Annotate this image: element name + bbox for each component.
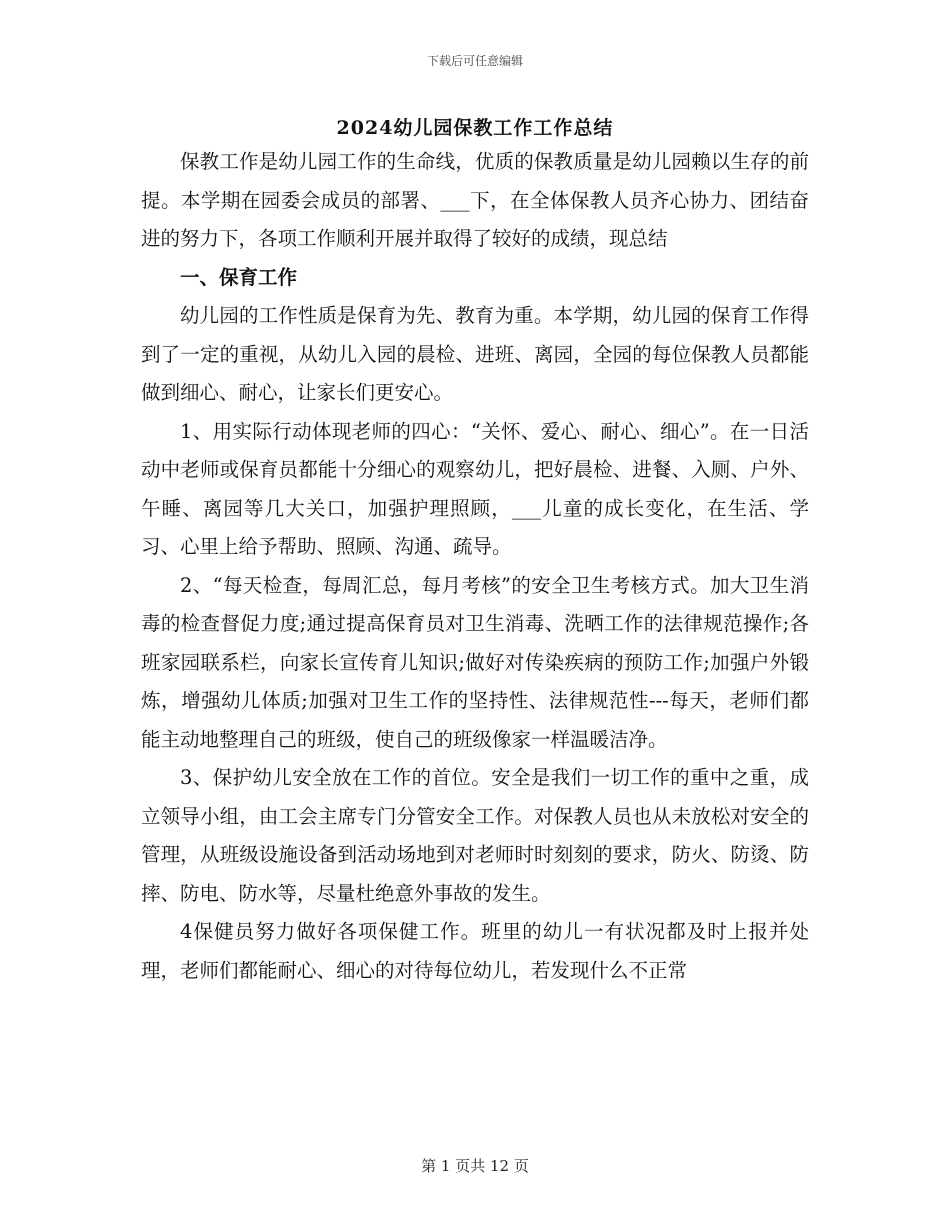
page-header-note: 下载后可任意编辑: [426, 54, 523, 68]
item-3-paragraph: 3、保护幼儿安全放在工作的首位。安全是我们一切工作的重中之重，成立领导小组，由工会主席专门分管安全工作。对保教人员也从未放松对安全的管理，从班级设施设备到活动场地到对老师时时刻刻的要求，防火、防烫、防摔、防电、防水等，尽量杜绝意外事故的发生。: [141, 766, 809, 905]
item-4-paragraph: 4保健员努力做好各项保健工作。班里的幼儿一有状况都及时上报并处理，老师们都能耐心、细心的对待每位幼儿，若发现什么不正常: [141, 920, 809, 982]
document-body: [141, 143, 809, 990]
item-2-paragraph: 2、“每天检查，每周汇总，每月考核”的安全卫生考核方式。加大卫生消毒的检查督促力度;通过提高保育员对卫生消毒、洗晒工作的法律规范操作;各班家园联系栏，向家长宣传育儿知识;做好对传染疾病的预防工作;加强户外锻炼，增强幼儿体质;加强对卫生工作的坚持性、法律规范性---每天，老师们都能主动地整理自己的班级，使自己的班级像家一样温暖洁净。: [141, 573, 809, 751]
document-title: 2024幼儿园保教工作工作总结: [336, 117, 614, 139]
intro-paragraph: 保教工作是幼儿园工作的生命线，优质的保教质量是幼儿园赖以生存的前提。本学期在园委会成员的部署、___下，在全体保教人员齐心协力、团结奋进的努力下，各项工作顺利开展并取得了较好的成绩，现总结: [141, 150, 809, 250]
page-number: 第 1 页共 12 页: [421, 1157, 529, 1175]
section-heading-care-work: 一、保育工作: [180, 265, 298, 289]
item-1-paragraph: 1、用实际行动体现老师的四心：“关怀、爱心、耐心、细心”。在一日活动中老师或保育员都能十分细心的观察幼儿，把好晨检、进餐、入厕、户外、午睡、离园等几大关口，加强护理照顾，___儿童的成长变化，在生活、学习、心里上给予帮助、照顾、沟通、疏导。: [141, 419, 809, 558]
care-work-paragraph: 幼儿园的工作性质是保育为先、教育为重。本学期，幼儿园的保育工作得到了一定的重视，从幼儿入园的晨检、进班、离园，全园的每位保教人员都能做到细心、耐心，让家长们更安心。: [141, 304, 809, 404]
